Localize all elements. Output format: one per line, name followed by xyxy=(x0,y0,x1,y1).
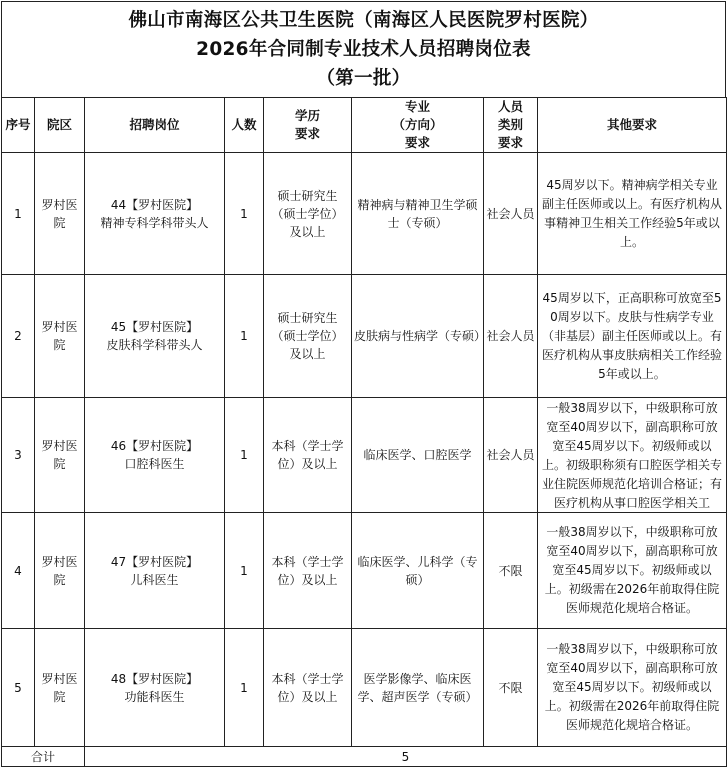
title-line-1: 佛山市南海区公共卫生医院（南海区人民医院罗村医院） xyxy=(128,10,599,31)
cell-count: 1 xyxy=(225,275,264,398)
cell-education: 硕士研究生（硕士学位）及以上 xyxy=(264,275,352,398)
cell-education: 硕士研究生（硕士学位）及以上 xyxy=(264,153,352,275)
cell-position xyxy=(85,275,225,398)
cell-other: 一般38周岁以下，中级职称可放宽至40周岁以下，副高职称可放宽至45周岁以下。初级师或以上。初级需在2026年前取得住院医师规范化规培合格证。 xyxy=(538,513,727,629)
header-category xyxy=(484,98,538,153)
cell-education: 本科（学士学位）及以上 xyxy=(264,513,352,629)
cell-other xyxy=(538,398,727,513)
table-row xyxy=(2,513,727,629)
header-major-line: 专业 xyxy=(404,99,430,114)
cell-seq: 4 xyxy=(2,513,35,629)
position-code: 44【罗村医院】 xyxy=(110,197,199,212)
cell-major: 精神病与精神卫生学硕士（专硕） xyxy=(352,153,484,275)
header-category-line: 要求 xyxy=(497,135,523,150)
cell-other: 45周岁以下，正高职称可放宽至50周岁以下。皮肤与性病学专业（非基层）副主任医师或以上。有医疗机构从事皮肤病相关工作经验5年或以上。 xyxy=(538,275,727,398)
positions-table xyxy=(1,97,727,767)
document-title xyxy=(1,1,726,97)
cell-category: 社会人员 xyxy=(484,153,538,275)
title-line-3: （第一批） xyxy=(316,68,411,89)
position-name: 功能科医生 xyxy=(124,689,185,704)
cell-major: 临床医学、口腔医学 xyxy=(352,398,484,513)
cell-seq: 1 xyxy=(2,153,35,275)
header-category-line: 人员 xyxy=(497,99,523,114)
total-row xyxy=(2,747,727,767)
cell-seq: 3 xyxy=(2,398,35,513)
position-code: 48【罗村医院】 xyxy=(110,671,199,686)
cell-education: 本科（学士学位）及以上 xyxy=(264,398,352,513)
position-name: 精神专科学科带头人 xyxy=(100,215,209,230)
cell-count: 1 xyxy=(225,398,264,513)
total-label: 合计 xyxy=(2,747,85,767)
cell-district: 罗村医院 xyxy=(35,629,85,747)
header-other: 其他要求 xyxy=(538,98,727,153)
position-code: 45【罗村医院】 xyxy=(110,320,199,334)
cell-district: 罗村医院 xyxy=(35,275,85,398)
cell-position xyxy=(85,398,225,513)
cell-category: 不限 xyxy=(484,513,538,629)
table-row xyxy=(2,275,727,398)
total-value: 5 xyxy=(85,747,727,767)
cell-major: 皮肤病与性病学（专硕） xyxy=(352,275,484,398)
header-education-line: 学历 xyxy=(294,108,320,123)
cell-position xyxy=(85,629,225,747)
header-education xyxy=(264,98,352,153)
other-text: 一般38周岁以下，中级职称可放宽至40周岁以下，副高职称可放宽至45周岁以下。初级师或以上。初级职称须有口腔医学相关专业住院医师规范化培训合格证；有医疗机构从事口腔医学相关工 xyxy=(541,401,722,510)
position-code: 46【罗村医院】 xyxy=(110,439,199,453)
header-seq: 序号 xyxy=(2,98,35,153)
cell-seq: 2 xyxy=(2,275,35,398)
position-name: 儿科医生 xyxy=(130,572,179,587)
cell-education: 本科（学士学位）及以上 xyxy=(264,629,352,747)
cell-other: 45周岁以下。精神病学相关专业副主任医师或以上。有医疗机构从事精神卫生相关工作经验5年或以上。 xyxy=(538,153,727,275)
cell-category: 社会人员 xyxy=(484,398,538,513)
title-line-2: 2026年合同制专业技术人员招聘岗位表 xyxy=(196,39,531,60)
header-major-line: （方向） xyxy=(392,117,443,132)
header-major-line: 要求 xyxy=(404,135,430,150)
header-education-line: 要求 xyxy=(294,126,320,141)
position-name: 皮肤科学科带头人 xyxy=(106,338,203,352)
cell-count: 1 xyxy=(225,153,264,275)
recruitment-sheet xyxy=(1,1,726,767)
cell-major: 医学影像学、临床医学、超声医学（专硕） xyxy=(352,629,484,747)
cell-category: 社会人员 xyxy=(484,275,538,398)
cell-district: 罗村医院 xyxy=(35,153,85,275)
table-row xyxy=(2,153,727,275)
header-category-line: 类别 xyxy=(497,117,523,132)
header-district: 院区 xyxy=(35,98,85,153)
header-position: 招聘岗位 xyxy=(85,98,225,153)
header-major xyxy=(352,98,484,153)
cell-seq: 5 xyxy=(2,629,35,747)
cell-district: 罗村医院 xyxy=(35,513,85,629)
cell-other: 一般38周岁以下，中级职称可放宽至40周岁以下，副高职称可放宽至45周岁以下。初级师或以上。初级需在2026年前取得住院医师规范化规培合格证。 xyxy=(538,629,727,747)
cell-major: 临床医学、儿科学（专硕） xyxy=(352,513,484,629)
cell-position xyxy=(85,513,225,629)
cell-position xyxy=(85,153,225,275)
cell-count: 1 xyxy=(225,629,264,747)
table-row xyxy=(2,398,727,513)
table-header-row xyxy=(2,98,727,153)
cell-category: 不限 xyxy=(484,629,538,747)
cell-count: 1 xyxy=(225,513,264,629)
table-row xyxy=(2,629,727,747)
position-name: 口腔科医生 xyxy=(124,457,185,471)
cell-district: 罗村医院 xyxy=(35,398,85,513)
header-count: 人数 xyxy=(225,98,264,153)
position-code: 47【罗村医院】 xyxy=(110,554,199,569)
